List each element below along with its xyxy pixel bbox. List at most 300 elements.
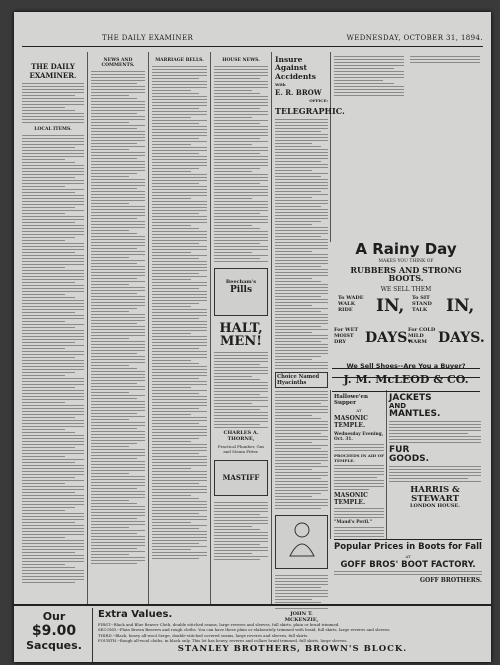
column-rule <box>87 52 88 604</box>
beecham-pills: Pills <box>229 285 253 295</box>
text-line <box>91 152 145 153</box>
newspaper-page <box>14 12 491 662</box>
text-line <box>22 183 84 184</box>
text-line <box>152 243 199 244</box>
text-line <box>91 89 145 90</box>
article-text <box>275 119 328 369</box>
text-line <box>91 404 145 405</box>
text-line <box>152 213 199 214</box>
text-line <box>275 167 328 168</box>
text-line <box>22 321 65 322</box>
text-line <box>22 234 84 235</box>
text-line <box>152 447 207 448</box>
text-line <box>275 287 328 288</box>
text-line <box>275 472 328 473</box>
text-line <box>22 177 75 178</box>
text-line <box>275 418 321 419</box>
text-line <box>22 165 84 166</box>
text-line <box>152 471 207 472</box>
text-line <box>275 335 328 336</box>
text-line <box>22 360 84 361</box>
text-line <box>91 479 145 480</box>
text-line <box>152 285 207 286</box>
text-line <box>152 147 207 148</box>
in-row <box>332 296 480 326</box>
text-line <box>152 99 207 100</box>
text-line <box>22 174 84 175</box>
text-line <box>214 207 268 208</box>
text-line <box>91 299 145 300</box>
text-line <box>22 237 75 238</box>
text-line <box>214 219 268 220</box>
text-line <box>275 448 321 449</box>
text-line <box>152 72 207 73</box>
text-line <box>152 96 207 97</box>
text-line <box>22 399 84 400</box>
text-line <box>22 342 75 343</box>
text-line <box>22 576 84 577</box>
text-line <box>152 477 207 478</box>
text-line <box>214 418 268 419</box>
text-line <box>334 447 384 448</box>
text-line <box>214 355 268 356</box>
text-line <box>275 406 328 407</box>
text-line <box>152 459 207 460</box>
text-line <box>91 500 129 501</box>
text-line <box>22 249 84 250</box>
text-line <box>152 198 191 199</box>
text-line <box>214 66 268 67</box>
text-line <box>22 459 84 460</box>
text-line <box>275 128 328 129</box>
activity: To WADE <box>338 295 364 301</box>
text-line <box>214 535 268 536</box>
text-line <box>91 362 145 363</box>
text-line <box>214 234 268 235</box>
text-line <box>22 486 84 487</box>
text-line <box>334 465 384 466</box>
text-line <box>214 559 260 560</box>
text-line <box>152 117 191 118</box>
thorne-line: Practical Plumber, Gas and Steam Fitter. <box>217 444 265 454</box>
text-line <box>334 517 384 518</box>
text-line <box>91 455 145 456</box>
text-line <box>152 318 199 319</box>
text-line <box>214 255 268 256</box>
text-line <box>152 135 207 136</box>
text-line <box>91 137 145 138</box>
text-line <box>91 146 145 147</box>
text-line <box>214 409 260 410</box>
text-line <box>214 385 268 386</box>
text-line <box>91 443 137 444</box>
text-line <box>214 532 268 533</box>
text-line <box>91 509 145 510</box>
text-line <box>152 351 207 352</box>
text-line <box>91 182 145 183</box>
text-line <box>91 275 145 276</box>
days-word: DAYS. <box>365 330 412 346</box>
text-line <box>152 153 199 154</box>
text-line <box>334 77 404 78</box>
text-line <box>152 333 191 334</box>
text-line <box>91 488 137 489</box>
text-line <box>152 105 207 106</box>
text-line <box>22 504 84 505</box>
text-line <box>334 65 404 66</box>
text-line <box>91 356 145 357</box>
text-line <box>91 230 129 231</box>
text-line <box>214 382 268 383</box>
article-text <box>334 56 404 96</box>
text-line <box>22 438 84 439</box>
text-line <box>152 486 207 487</box>
text-line <box>152 507 207 508</box>
page-header <box>22 26 483 47</box>
text-line <box>214 213 260 214</box>
text-line <box>214 228 260 229</box>
text-line <box>22 366 84 367</box>
text-line <box>214 415 268 416</box>
text-line <box>275 338 328 339</box>
text-line <box>152 429 207 430</box>
stove-label: MASTIFF <box>222 473 260 482</box>
text-line <box>22 378 84 379</box>
text-line <box>214 553 252 554</box>
text-line <box>91 251 145 252</box>
text-line <box>91 419 129 420</box>
text-line <box>91 110 145 111</box>
masonic-temple: MASONIC TEMPLE. <box>334 415 368 429</box>
text-line <box>389 481 481 482</box>
article-text <box>275 391 328 509</box>
text-line <box>91 374 145 375</box>
text-line <box>275 164 328 165</box>
text-line <box>22 540 84 541</box>
text-line <box>275 314 328 315</box>
text-line <box>22 228 84 229</box>
text-line <box>152 336 207 337</box>
text-line <box>152 252 191 253</box>
text-line <box>275 424 328 425</box>
text-line <box>275 341 321 342</box>
text-line <box>152 420 207 421</box>
insure-line: Against <box>275 63 307 73</box>
text-line <box>214 529 260 530</box>
text-line <box>22 489 84 490</box>
text-line <box>22 381 84 382</box>
text-line <box>22 552 75 553</box>
text-line <box>334 486 384 487</box>
text-line <box>275 320 328 321</box>
text-line <box>91 239 145 240</box>
text-line <box>91 92 145 93</box>
text-line <box>22 264 84 265</box>
text-line <box>214 412 268 413</box>
text-line <box>275 578 328 579</box>
text-line <box>91 461 145 462</box>
text-line <box>91 515 145 516</box>
text-line <box>152 195 207 196</box>
text-line <box>22 294 65 295</box>
text-line <box>152 408 199 409</box>
text-line <box>91 278 137 279</box>
text-line <box>22 252 75 253</box>
text-line <box>91 554 129 555</box>
text-line <box>22 282 75 283</box>
text-line <box>275 173 328 174</box>
text-line <box>152 339 207 340</box>
text-line <box>214 258 260 259</box>
text-line <box>275 359 312 360</box>
text-line <box>214 144 252 145</box>
text-line <box>22 86 84 87</box>
text-line <box>275 278 312 279</box>
text-line <box>152 525 207 526</box>
mcleod-ad <box>332 368 480 392</box>
text-line <box>22 153 84 154</box>
text-line <box>152 231 207 232</box>
text-line <box>334 56 404 57</box>
text-line <box>214 138 260 139</box>
text-line <box>275 329 328 330</box>
text-line <box>91 98 137 99</box>
text-line <box>91 392 129 393</box>
text-line <box>91 218 137 219</box>
days-row <box>332 327 485 358</box>
text-line <box>214 237 268 238</box>
text-line <box>214 192 268 193</box>
text-line <box>91 377 145 378</box>
text-line <box>22 534 84 535</box>
text-line <box>152 102 207 103</box>
text-line <box>22 363 84 364</box>
text-line <box>275 496 312 497</box>
text-line <box>91 323 137 324</box>
text-line <box>152 312 207 313</box>
text-line <box>275 433 321 434</box>
text-line <box>214 204 268 205</box>
text-line <box>152 510 207 511</box>
text-line <box>22 522 75 523</box>
text-line <box>152 186 207 187</box>
text-line <box>22 441 84 442</box>
text-line <box>152 288 199 289</box>
text-line <box>275 230 328 231</box>
text-line <box>214 502 268 503</box>
text-line <box>22 288 84 289</box>
text-line <box>275 442 312 443</box>
text-line <box>91 257 129 258</box>
text-line <box>214 556 268 557</box>
value-item: FIRST.--Black and Blue Beaver Cloth, double stitched seams, large reveres and sleeves, full skirts, plain or braid trimmed. <box>98 622 340 627</box>
text-line <box>22 122 84 123</box>
sacques-word: Sacques. <box>26 639 82 652</box>
text-line <box>22 312 75 313</box>
article-text <box>91 71 145 564</box>
text-line <box>152 363 199 364</box>
column-rule <box>271 52 272 604</box>
halt-men-ad: HALT, MEN! <box>219 321 263 349</box>
text-line <box>152 273 199 274</box>
text-line <box>275 191 321 192</box>
text-line <box>91 563 137 564</box>
text-line <box>91 71 145 72</box>
text-line <box>214 123 260 124</box>
text-line <box>334 477 377 478</box>
text-line <box>152 90 191 91</box>
text-line <box>22 240 65 241</box>
text-line <box>152 66 207 67</box>
text-line <box>152 492 207 493</box>
text-line <box>275 170 312 171</box>
text-line <box>22 222 75 223</box>
text-line <box>22 474 84 475</box>
text-line <box>214 376 252 377</box>
text-line <box>275 587 321 588</box>
text-line <box>152 291 207 292</box>
text-line <box>22 513 84 514</box>
text-line <box>275 224 312 225</box>
text-line <box>214 538 268 539</box>
text-line <box>214 189 268 190</box>
text-line <box>22 492 75 493</box>
text-line <box>275 436 328 437</box>
text-line <box>91 410 145 411</box>
text-line <box>275 149 328 150</box>
text-line <box>22 375 65 376</box>
text-line <box>91 380 145 381</box>
text-line <box>275 245 328 246</box>
text-line <box>22 579 84 580</box>
text-line <box>152 384 207 385</box>
text-line <box>152 150 207 151</box>
text-line <box>91 77 145 78</box>
text-line <box>91 305 145 306</box>
text-line <box>152 207 207 208</box>
text-line <box>22 561 84 562</box>
text-line <box>152 132 207 133</box>
text-line <box>152 444 207 445</box>
text-line <box>22 119 84 120</box>
text-line <box>152 114 207 115</box>
text-line <box>275 475 328 476</box>
text-line <box>22 411 84 412</box>
text-line <box>214 379 260 380</box>
column-6-top <box>334 54 404 239</box>
text-line <box>152 465 207 466</box>
text-line <box>214 352 268 353</box>
text-line <box>22 537 65 538</box>
text-line <box>91 212 145 213</box>
text-line <box>91 86 145 87</box>
text-line <box>22 528 84 529</box>
text-line <box>22 570 84 571</box>
text-line <box>214 99 268 100</box>
text-line <box>22 261 84 262</box>
text-line <box>22 351 84 352</box>
text-line <box>91 416 145 417</box>
text-line <box>214 195 268 196</box>
text-line <box>152 111 207 112</box>
text-line <box>152 546 207 547</box>
text-line <box>91 383 137 384</box>
text-line <box>389 439 481 440</box>
text-line <box>91 287 145 288</box>
activity-right <box>412 296 432 313</box>
text-line <box>22 414 84 415</box>
values-list <box>98 622 487 643</box>
we-sell-shoes: We Sell Shoes--Are You a Buyer? <box>346 362 466 370</box>
text-line <box>152 462 207 463</box>
column-rule <box>148 52 149 604</box>
text-line <box>152 381 207 382</box>
text-line <box>91 452 145 453</box>
text-line <box>275 194 328 195</box>
text-line <box>91 536 145 537</box>
text-line <box>22 324 84 325</box>
text-line <box>22 525 84 526</box>
text-line <box>275 356 321 357</box>
text-line <box>275 158 328 159</box>
text-line <box>152 366 207 367</box>
text-line <box>22 168 84 169</box>
column-rule <box>330 52 331 242</box>
text-line <box>22 309 84 310</box>
column-rule <box>330 390 331 539</box>
text-line <box>214 364 260 365</box>
text-line <box>275 326 321 327</box>
text-line <box>214 508 268 509</box>
text-line <box>152 240 207 241</box>
text-line <box>214 526 252 527</box>
text-line <box>91 263 137 264</box>
column-7-lower <box>389 394 481 534</box>
text-line <box>275 581 328 582</box>
text-line <box>334 511 384 512</box>
text-line <box>275 466 328 467</box>
text-line <box>152 222 207 223</box>
at-word: AT <box>356 408 362 413</box>
text-line <box>275 218 328 219</box>
text-line <box>91 548 137 549</box>
text-line <box>152 126 207 127</box>
goff-at: AT <box>405 553 411 559</box>
mantles: MANTLES. <box>389 409 441 419</box>
text-line <box>214 126 268 127</box>
text-line <box>22 390 84 391</box>
text-line <box>214 141 268 142</box>
text-line <box>152 261 207 262</box>
text-line <box>214 168 260 169</box>
text-line <box>152 441 191 442</box>
text-line <box>214 84 268 85</box>
text-line <box>275 481 328 482</box>
text-line <box>91 215 145 216</box>
text-line <box>334 444 384 445</box>
text-line <box>275 269 328 270</box>
text-line <box>152 558 199 559</box>
text-line <box>389 424 481 425</box>
text-line <box>91 485 145 486</box>
text-line <box>91 176 129 177</box>
text-line <box>91 482 145 483</box>
text-line <box>275 391 328 392</box>
text-line <box>334 508 384 509</box>
text-line <box>214 505 268 506</box>
text-line <box>91 95 129 96</box>
text-line <box>152 180 207 181</box>
